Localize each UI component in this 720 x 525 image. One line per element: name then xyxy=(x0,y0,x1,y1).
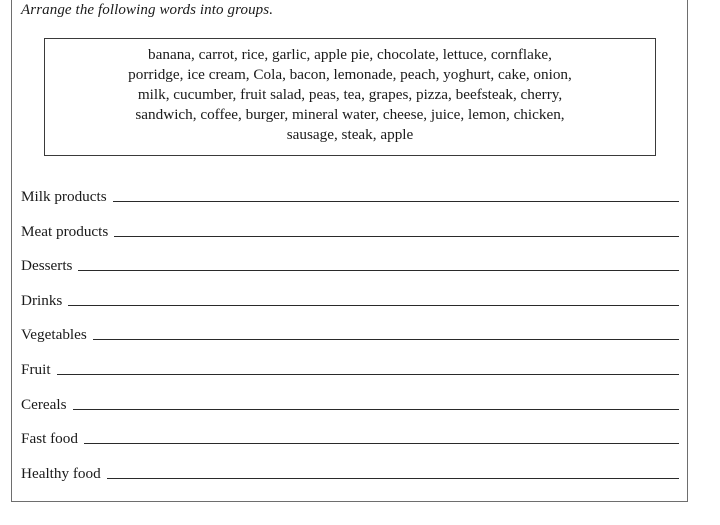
group-row-healthy-food xyxy=(21,465,679,500)
group-row-vegetables xyxy=(21,326,679,361)
group-row-desserts xyxy=(21,257,679,292)
group-row-meat-products xyxy=(21,223,679,258)
group-row-drinks xyxy=(21,292,679,327)
group-label: Healthy food xyxy=(21,464,101,482)
word-bank-line: porridge, ice cream, Cola, bacon, lemonade, peach, yoghurt, cake, onion, xyxy=(128,66,572,83)
answer-line[interactable] xyxy=(107,477,679,479)
answer-line[interactable] xyxy=(73,408,679,410)
group-label: Vegetables xyxy=(21,326,87,344)
word-bank-line: milk, cucumber, fruit salad, peas, tea, grapes, pizza, beefsteak, cherry, xyxy=(137,86,563,103)
word-bank-line: sandwich, coffee, burger, mineral water, cheese, juice, lemon, chicken, xyxy=(135,106,565,123)
group-label: Desserts xyxy=(21,257,73,275)
group-label: Fruit xyxy=(21,360,51,378)
word-bank-line: banana, carrot, rice, garlic, apple pie, chocolate, lettuce, cornflake, xyxy=(148,46,552,63)
group-row-fast-food xyxy=(21,430,679,465)
answer-line[interactable] xyxy=(84,442,679,444)
answer-line[interactable] xyxy=(68,304,679,306)
word-bank-box xyxy=(44,38,656,156)
group-row-fruit xyxy=(21,361,679,396)
group-row-cereals xyxy=(21,396,679,431)
answer-line[interactable] xyxy=(57,373,679,375)
group-label: Milk products xyxy=(21,188,107,205)
word-bank-line: sausage, steak, apple xyxy=(286,126,414,143)
group-label: Cereals xyxy=(21,395,67,413)
group-label: Meat products xyxy=(21,222,109,240)
group-label: Fast food xyxy=(21,430,78,448)
group-label: Drinks xyxy=(21,291,63,309)
answer-line[interactable] xyxy=(78,269,679,271)
answer-line[interactable] xyxy=(113,200,679,202)
answer-line[interactable] xyxy=(114,235,679,237)
instruction-text: Arrange the following words into groups. xyxy=(21,2,274,18)
group-row-milk-products xyxy=(21,188,679,223)
group-list xyxy=(21,188,679,499)
answer-line[interactable] xyxy=(93,338,679,340)
